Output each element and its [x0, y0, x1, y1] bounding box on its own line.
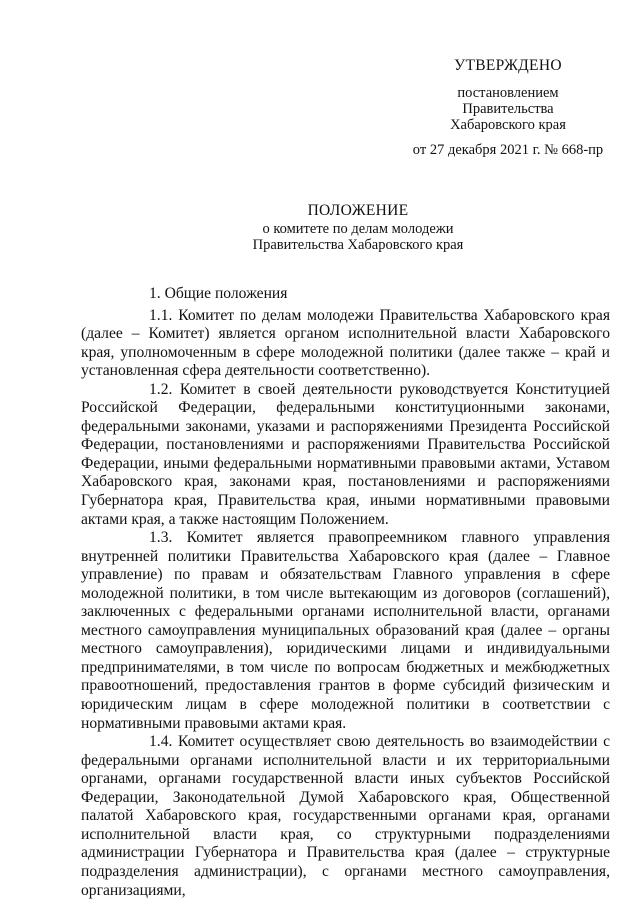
paragraph-1-4: 1.4. Комитет осуществляет свою деятельность во взаимодействии с федеральными органами исполнительной власти и их территориальными органами, органами государственной власти иных субъектов Российской Федерации, Законодательной Думой Хабаровского края, Общественной палатой Хабаровского края, государственными органами края, органами исполнительной власти края, со структурными подразделениями администрации Губернатора и Правительства края (далее – структурные подразделения администрации), с органами местного самоуправления, организациями, — [81, 733, 610, 899]
approval-line: постановлением — [457, 85, 559, 101]
document-title-block — [0, 203, 640, 253]
section-heading: 1. Общие положения — [149, 285, 288, 302]
approval-decree-line: от 27 декабря 2021 г. № 668-пр — [412, 142, 604, 158]
document-body — [81, 285, 610, 900]
approval-line: Правительства — [462, 101, 554, 117]
paragraph-1-1: 1.1. Комитет по делам молодежи Правительства Хабаровского края (далее – Комитет) является органом исполнительной власти Хабаровского края, уполномоченным в сфере молодежной политики (далее также – край и установленная сфера деятельности соответственно). — [81, 306, 610, 380]
approval-heading: УТВЕРЖДЕНО — [454, 57, 562, 74]
approval-stamp — [388, 58, 628, 158]
approval-line: Хабаровского края — [450, 117, 566, 133]
document-title: ПОЛОЖЕНИЕ — [307, 202, 409, 219]
paragraph-1-3: 1.3. Комитет является правопреемником главного управления внутренней политики Правительства Хабаровского края (далее – Главное управление) по правам и обязательствам Главного управления в сфере молодежной политики, в том числе вытекающим из договоров (соглашений), заключенных с федеральными органами исполнительной власти, органами местного самоуправления муниципальных образований края (далее – органы местного самоуправления), юридическими лицами и индивидуальными предпринимателями, в том числе по вопросам бюджетных и межбюджетных правоотношений, предоставления грантов в форме субсидий физическим и юридическим лицам в сфере молодежной политики в соответствии с нормативными правовыми актами края. — [81, 529, 610, 732]
document-subtitle-line: Правительства Хабаровского края — [252, 237, 464, 253]
paragraph-1-2: 1.2. Комитет в своей деятельности руководствуется Конституцией Российской Федерации, федеральными конституционными законами, федеральными законами, указами и распоряжениями Президента Российской Федерации, постановлениями и распоряжениями Правительства Российской Федерации, иными федеральными нормативными правовыми актами, Уставом Хабаровского края, законами края, постановлениями и распоряжениями Губернатора края, Правительства края, иными нормативными правовыми актами края, а также настоящим Положением. — [81, 380, 610, 528]
document-subtitle-line: о комитете по делам молодежи — [262, 221, 454, 237]
